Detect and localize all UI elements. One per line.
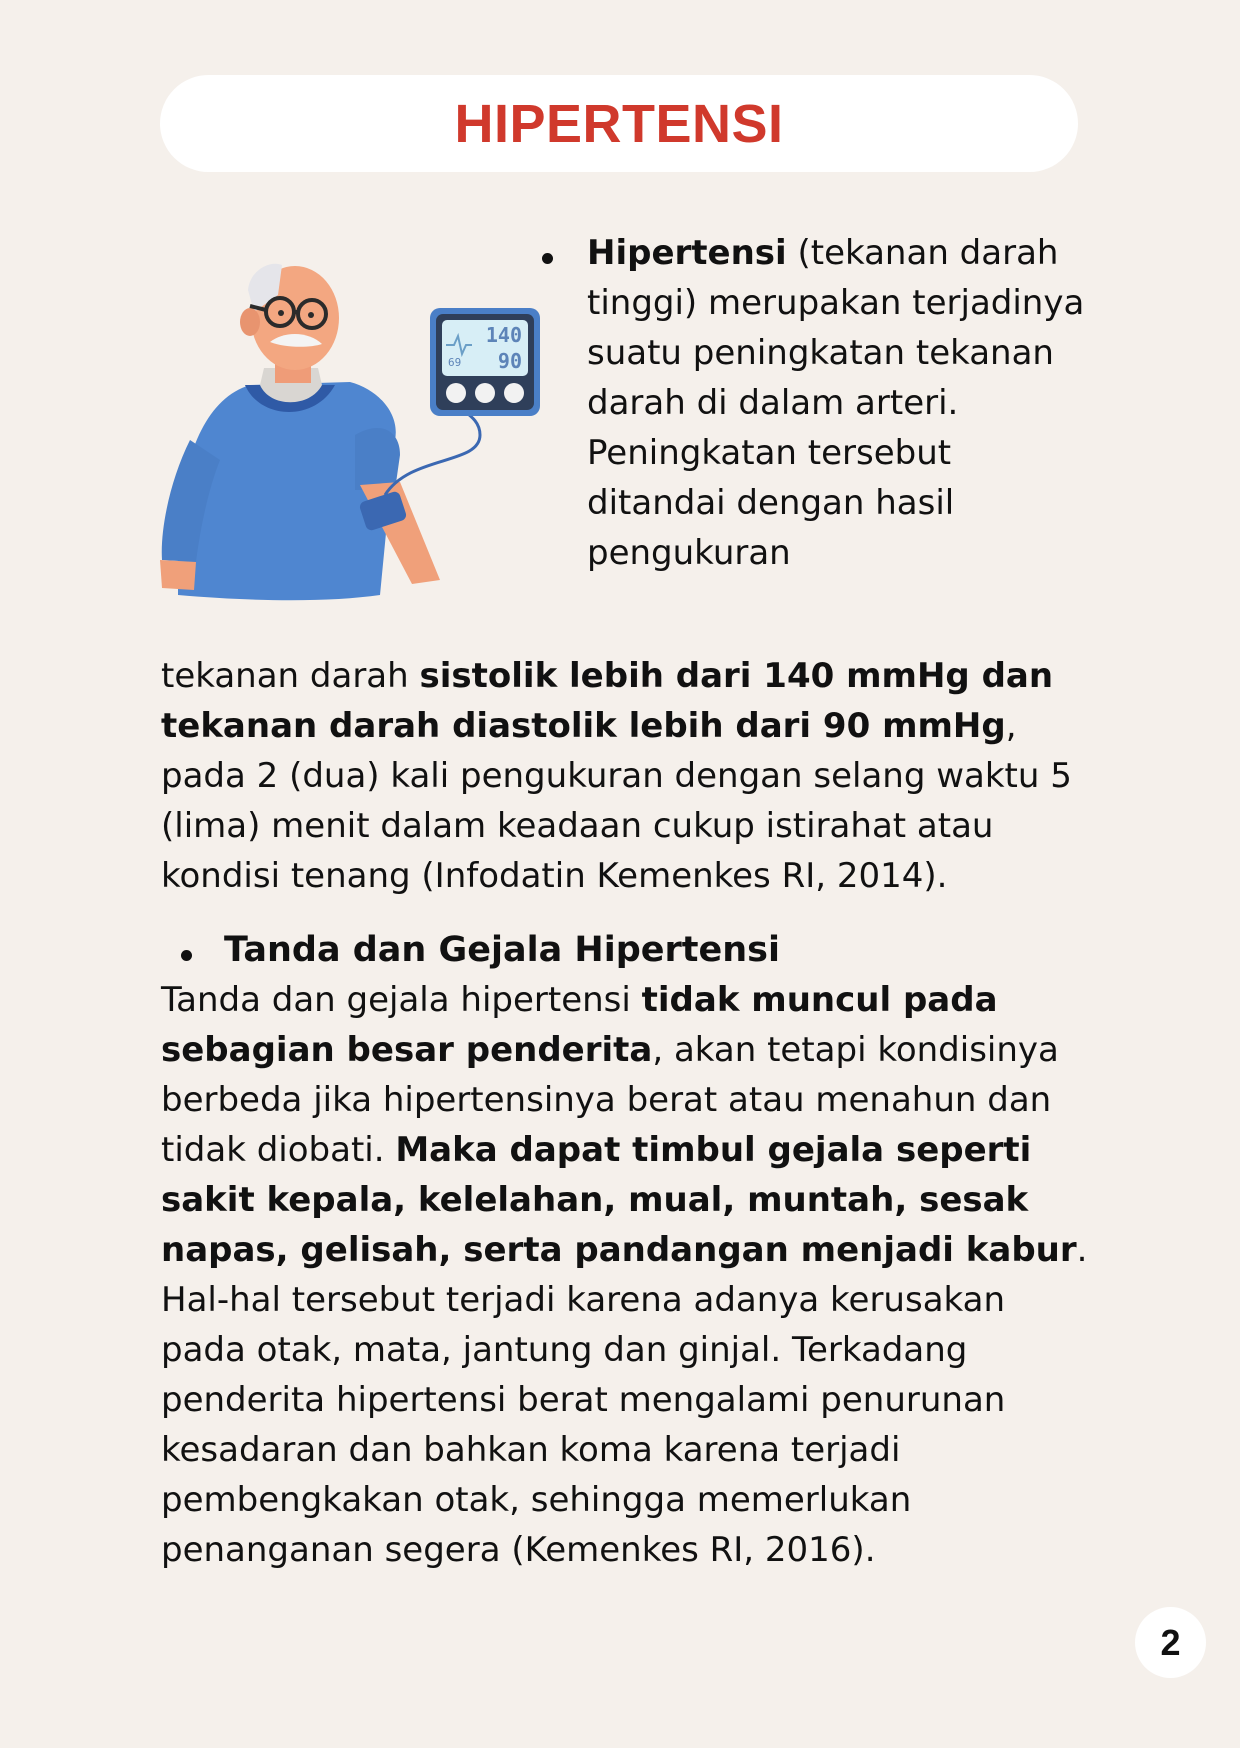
bold-text-run: tidak muncul pada sebagian besar penderita bbox=[161, 980, 998, 1070]
monitor-button-3 bbox=[504, 383, 524, 403]
bp-diastolic-readout: 90 bbox=[497, 349, 522, 373]
title-banner bbox=[160, 75, 1078, 172]
bullet-point-icon bbox=[181, 950, 192, 961]
text-run: tekanan darah bbox=[161, 656, 420, 696]
elderly-man-blood-pressure-illustration bbox=[150, 250, 550, 610]
bold-text-run: Maka dapat timbul gejala seperti sakit kepala, kelelahan, mual, muntah, sesak napas, gelisah, serta pandangan menjadi kabur bbox=[161, 1130, 1077, 1270]
hypertension-criteria-paragraph bbox=[161, 651, 1086, 901]
bold-text-run: Hipertensi bbox=[587, 233, 787, 273]
text-run: . Hal-hal tersebut terjadi karena adanya kerusakan pada otak, mata, jantung dan ginjal. Terkadang penderita hipertensi berat mengalami penurunan kesadaran dan bahkan koma karena terjadi pembengkakan otak, sehingga memerlukan penanganan segera (Kemenkes RI, 2016). bbox=[161, 1230, 1088, 1570]
bold-text-run: sistolik lebih dari 140 mmHg dan tekanan darah diastolik lebih dari 90 mmHg bbox=[161, 656, 1054, 746]
text-run: , akan tetapi kondisinya berbeda jika hipertensinya berat atau menahun dan tidak diobati. bbox=[161, 1030, 1059, 1170]
left-eye bbox=[278, 310, 284, 316]
text-run: (tekanan darah tinggi) merupakan terjadinya suatu peningkatan tekanan darah di dalam arteri. Peningkatan tersebut ditandai dengan hasil pengukuran bbox=[587, 233, 1085, 573]
bullet-point-icon bbox=[542, 253, 553, 264]
right-arm-shape bbox=[355, 428, 400, 490]
signs-symptoms-paragraph bbox=[161, 975, 1096, 1575]
left-hand-shape bbox=[160, 560, 196, 590]
right-eye bbox=[308, 312, 314, 318]
monitor-button-2 bbox=[475, 383, 495, 403]
signs-symptoms-heading: Tanda dan Gejala Hipertensi bbox=[224, 930, 780, 970]
ear-shape bbox=[240, 308, 260, 336]
page-title: HIPERTENSI bbox=[454, 93, 784, 154]
text-run: , pada 2 (dua) kali pengukuran dengan selang waktu 5 (lima) menit dalam keadaan cukup istirahat atau kondisi tenang (Infodatin Kemenkes RI, 2014). bbox=[161, 706, 1072, 896]
page-number-badge bbox=[1135, 1607, 1206, 1678]
bp-pulse-readout: 69 bbox=[448, 356, 462, 369]
monitor-button-1 bbox=[446, 383, 466, 403]
text-run: Tanda dan gejala hipertensi bbox=[161, 980, 642, 1020]
hypertension-definition-paragraph bbox=[587, 228, 1097, 578]
bp-systolic-readout: 140 bbox=[485, 323, 522, 347]
page-number: 2 bbox=[1160, 1621, 1181, 1663]
shirt-shape bbox=[178, 382, 396, 600]
